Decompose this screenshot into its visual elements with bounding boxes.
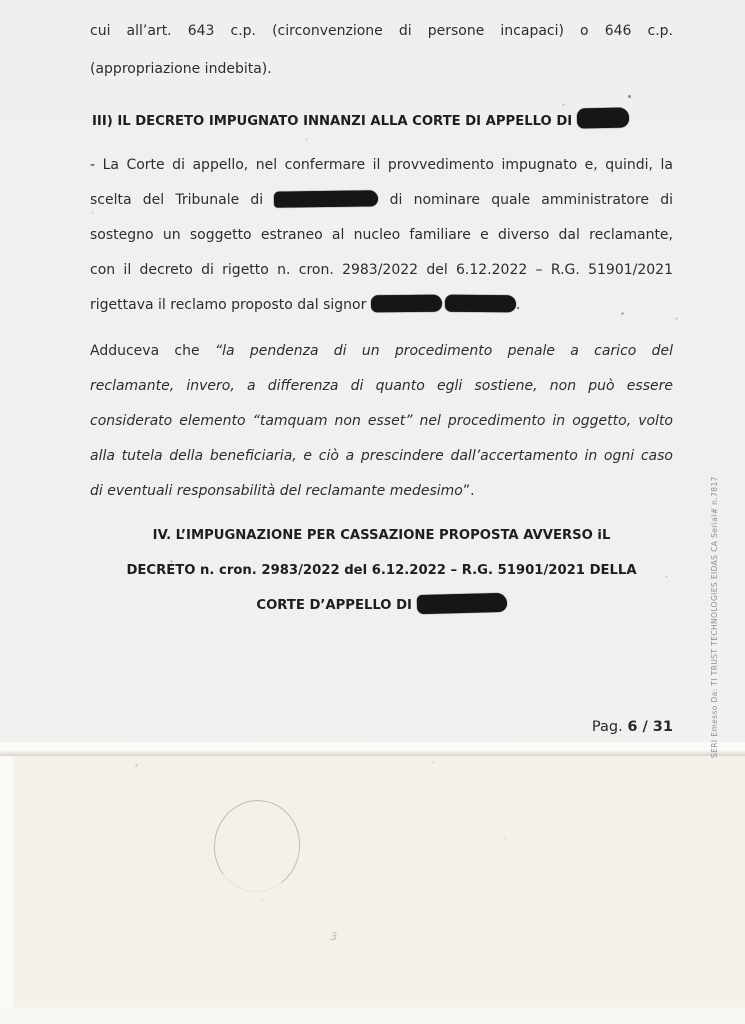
corte-line-2-before: scelta del Tribunale di [90, 192, 264, 208]
page-number [90, 712, 673, 742]
corte-line-5-text: rigettava il reclamo proposto dal signor [90, 297, 367, 313]
corte-line-3: sostegno un soggetto estraneo al nucleo familiare e diverso dal reclamante, [90, 227, 673, 243]
corte-line-2 [90, 183, 673, 218]
adduceva-line-4: alla tutela della beneficiaria, e ciò a prescindere dall’accertamento in ogni caso [90, 448, 673, 464]
adduceva-quote-1: “la pendenza di un procedimento penale a carico del [214, 343, 673, 359]
intro-line-2: (appropriazione indebita). [90, 61, 272, 77]
redaction-last-name [445, 295, 516, 313]
paragraph-adduceva [90, 334, 673, 509]
adduceva-line-5 [90, 474, 673, 509]
heading-iv-line-1: IV. L’IMPUGNAZIONE PER CASSAZIONE PROPOSTA AVVERSO iL [152, 528, 611, 543]
redaction-first-name [371, 295, 442, 313]
corte-line-1: - La Corte di appello, nel confermare il provvedimento impugnato e, quindi, la [90, 157, 673, 173]
redaction-appeal-court-city-2 [416, 593, 506, 614]
heading-iv-line-3-text: CORTE D’APPELLO DI [256, 598, 412, 613]
adduceva-line-1 [90, 334, 673, 369]
digital-signature-stamp: SERI Emesso Da: TI TRUST TECHNOLOGIES EIDAS CA Serial# n.7817 [710, 476, 719, 758]
page-number-value: 6 / 31 [627, 719, 673, 735]
corte-line-2-after: di nominare quale amministratore di [389, 192, 674, 208]
adduceva-line-3: considerato elemento “tamquam non esset” nel procedimento in oggetto, volto [90, 413, 673, 429]
redaction-tribunal-city [274, 190, 378, 207]
heading-iv-line-2: DECRETO n. cron. 2983/2022 del 6.12.2022 – R.G. 51901/2021 DELLA [126, 563, 637, 578]
page-number-label: Pag. [591, 719, 623, 735]
adduceva-quote-5: di eventuali responsabilità del reclamante medesimo [90, 483, 463, 499]
intro-line-1: cui all’art. 643 c.p. (circonvenzione di persone incapaci) o 646 c.p. [90, 23, 673, 39]
corte-line-4: con il decreto di rigetto n. cron. 2983/2022 del 6.12.2022 – R.G. 51901/2021 [90, 262, 673, 278]
paragraph-corte-appello [90, 148, 673, 323]
adduceva-lead: Adduceva che [90, 343, 200, 359]
adduceva-line-2: reclamante, invero, a differenza di quanto egli sostiene, non può essere [90, 378, 673, 394]
redaction-appeal-court-city [577, 107, 629, 128]
heading-section-iii [92, 108, 732, 134]
scan-specks [0, 0, 1, 1]
scanner-bottom-edge [0, 1007, 745, 1024]
scanner-background [0, 756, 745, 1024]
heading-section-iv [90, 518, 673, 623]
heading-iv-line-3 [90, 588, 673, 623]
faint-pen-mark: 3 [328, 929, 339, 944]
adduceva-quote-close: ”. [462, 483, 475, 499]
scanner-left-edge [0, 756, 13, 1024]
page-bottom-edge-shadow [0, 742, 745, 756]
corte-line-5-period: . [515, 297, 521, 313]
corte-line-5 [90, 288, 673, 323]
paragraph-intro [90, 12, 673, 88]
heading-iii-text: III) IL DECRETO IMPUGNATO INNANZI ALLA CORTE DI APPELLO DI [92, 114, 573, 129]
